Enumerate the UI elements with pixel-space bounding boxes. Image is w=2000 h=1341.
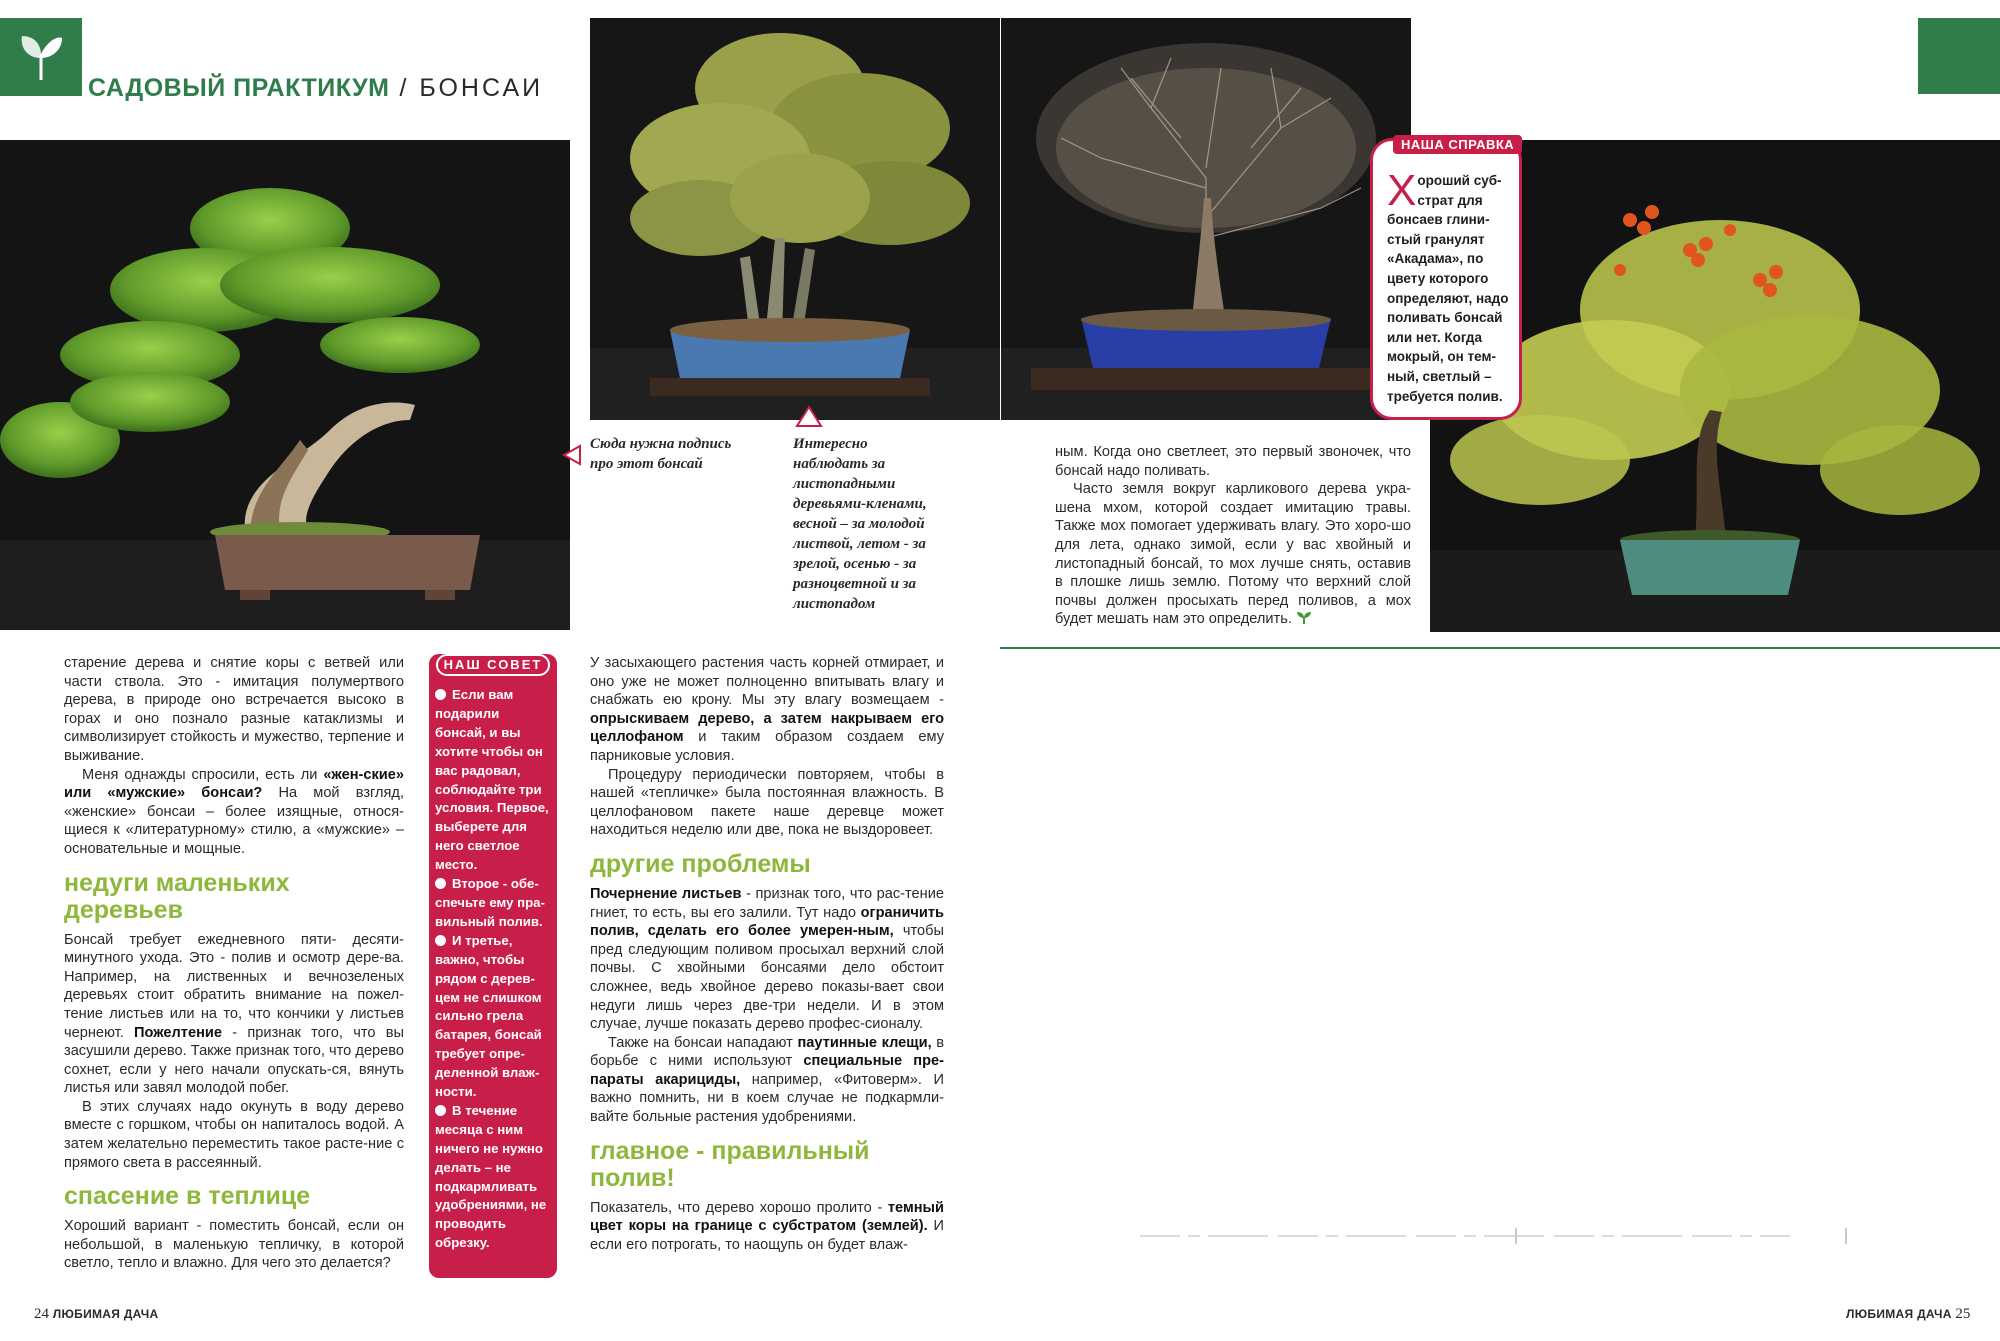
page-folio-left [34, 1306, 158, 1323]
section-title [88, 74, 543, 103]
info-card-dropcap: Х [1387, 166, 1417, 215]
info-card-title: НАША СПРАВКА [1393, 135, 1522, 154]
magazine-name: ЛЮБИМАЯ ДАЧА [52, 1307, 159, 1321]
paragraph: Бонсай требует ежедневного пяти- десяти-минутного ухода. Это - полив и осмотр дере-ва. Например, на лиственных и вечнозеленых деревьях стоит обратить внимание на пожел-тение листьев или на то, что кончики у листьев чернеют. Пожелтение - признак того, что вы засушили дерево. Также признак того, что дерево сохнет, если у него начали опускать-ся, вянуть листья или завял молодой побег. [64, 931, 404, 1097]
scan-tick [1845, 1228, 1847, 1244]
article-column-1 [64, 654, 404, 1273]
paragraph: Хороший вариант - поместить бонсай, если он небольшой, в маленькую тепличку, в которой светло, тепло и влажно. Для чего это делается? [64, 1218, 404, 1272]
caption-pointer-up-icon [795, 404, 823, 428]
paragraph: старение дерева и снятие коры с ветвей или части ствола. Это - имитация полумертвого дерева, в природе оно встречается высоко в горах и оно познало разные катаклизмы и символизирует стойкость и мужество, терпение и выживание. [64, 655, 404, 764]
advice-box [429, 654, 557, 1278]
subheading-ailments: недуги маленьких деревьев [64, 868, 290, 924]
maple-bonsai-photo [590, 18, 1000, 420]
paragraph: Процедуру периодически повторяем, чтобы в нашей «тепличке» была постоянная влажность. В целлофановом пакете наше деревце может находиться неделю или две, пока не выздоровеет. [590, 766, 944, 839]
page-folio-right [1846, 1306, 1970, 1323]
deciduous-bonsai-photo [1001, 18, 1411, 420]
advice-item: И третье, важно, чтобы рядом с дерев-цем не слишком сильно грела батарея, бонсай требует опре-деленной влаж-ности. [435, 932, 542, 1100]
section-name: САДОВЫЙ ПРАКТИКУМ [88, 74, 390, 102]
subheading-watering: главное - правильный полив! [590, 1136, 870, 1192]
section-tab-left [0, 18, 82, 96]
caption-pointer-left-icon [562, 444, 582, 466]
page-divider [1000, 647, 2000, 649]
advice-list [435, 686, 553, 1253]
photo-caption-left: Сюда нужна подпись про этот бонсай [590, 436, 732, 472]
magazine-name: ЛЮБИМАЯ ДАЧА [1846, 1307, 1952, 1321]
subheading-other-problems: другие проблемы [590, 849, 811, 878]
page-number: 25 [1955, 1306, 1971, 1322]
paragraph: Часто земля вокруг карликового дерева укра-шена мхом, которой создает имитацию травы. Также мох помогает удерживать влагу. Это хоро-шо для лета, однако зимой, если у вас хвойный и листопадный бонсай, то мох лучше снять, оставив в плошке лишь землю. Потому что верхний слой почвы должен просыхать перед поливов, а мох будет мешать нам это определить. [1055, 481, 1411, 628]
scan-tick [1515, 1228, 1517, 1244]
section-tab-right [1918, 18, 2000, 94]
paragraph: Показатель, что дерево хорошо пролито - темный цвет коры на границе с субстратом (землей). И если его потрогать, то наощупь он будет влаж- [590, 1199, 944, 1253]
info-card-body: ороший суб-страт для бонсаев глини-стый гранулят «Акадама», по цвету которого определяют, надо поливать бонсай или нет. Когда мокрый, он тем-ный, светлый – требуется полив. [1387, 173, 1509, 404]
end-mark-leaf-icon [1296, 611, 1312, 625]
advice-item: Второе - обе-спечьте ему пра-вильный полив. [435, 876, 545, 929]
paragraph: ным. Когда оно светлеет, это первый звоночек, что бонсай надо поливать. [1055, 444, 1411, 479]
bullet-icon [435, 1105, 446, 1116]
title-separator: / [389, 74, 420, 102]
section-topic: БОНСАИ [419, 74, 544, 102]
juniper-bonsai-photo [0, 140, 570, 630]
advice-title: НАШ СОВЕТ [436, 654, 550, 676]
photo-caption-middle: Интересно наблюдать за листопадными деревьями-кленами, весной – за молодой листвой, летом - за зрелой, осенью - за разноцветной и за листопадом [793, 436, 927, 612]
paragraph: Почернение листьев - признак того, что рас-тение гниет, то есть, вы его залили. Тут надо ограничить полив, сделать его более умерен-ным, чтобы пред следующим поливом просыхал верхний слой почвы. С хвойными бонсаями дело обстоит сложнее, ведь хвойное дерево показы-вает свои недуги лишь через две-три недели. И в этом случае, лучше показать дерево профес-сионалу. [590, 885, 944, 1033]
paragraph: Меня однажды спросили, есть ли «жен-ские» или «мужские» бонсаи? На мой взгляд, «женские» бонсаи – более изящные, относя-щиеся к «литературному» стилю, а «мужские» – основательные и мощные. [64, 766, 404, 857]
info-card [1370, 138, 1522, 420]
subheading-greenhouse: спасение в теплице [64, 1182, 311, 1211]
bullet-icon [435, 878, 446, 889]
advice-item: В течение месяца с ним ничего не нужно делать – не подкармливать удобрениями, не проводить обрезку. [435, 1102, 547, 1251]
article-column-3 [590, 654, 944, 1254]
leaf-sprout-icon [18, 32, 64, 82]
page-number: 24 [34, 1306, 49, 1322]
bullet-icon [435, 689, 446, 700]
paragraph: Также на бонсаи нападают паутинные клещи, в борьбе с ними используют специальные пре-параты акарициды, например, «Фитоверм». И важно помнить, ни в коем случае не подкармли-вайте больные растения удобрениями. [590, 1034, 944, 1126]
advice-item: Если вам подарили бонсай, и вы хотите чтобы он вас радовал, соблюдайте три условия. Первое, выберете для него светлое место. [435, 687, 549, 873]
paragraph: У засыхающего растения часть корней отмирает, и оно уже не может полноценно впитывать влагу и снабжать ею крону. Мы эту влагу возмещаем - опрыскиваем дерево, а затем накрываем его целлофаном и таким образом создаем ему парниковые условия. [590, 655, 944, 764]
info-card-text [1387, 166, 1515, 406]
paragraph: В этих случаях надо окунуть в воду дерево вместе с горшком, чтобы он напиталось водой. А затем желательно переместить такое расте-ние с прямого света в рассеянный. [64, 1098, 404, 1171]
article-column-right [1055, 443, 1411, 629]
scan-artifact [1140, 1232, 1790, 1240]
bullet-icon [435, 935, 446, 946]
